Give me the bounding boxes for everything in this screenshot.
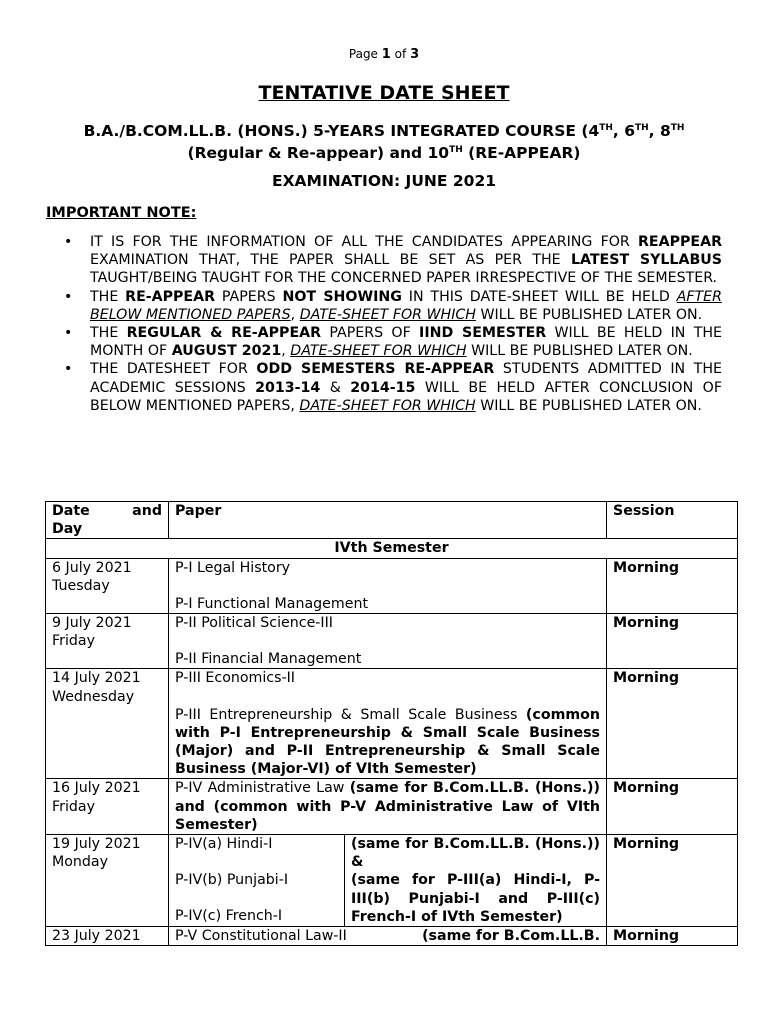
header-session: Session (607, 502, 738, 539)
semester-row (46, 539, 738, 558)
important-note-heading: IMPORTANT NOTE: (46, 205, 197, 221)
note-item: • THE REGULAR & RE-APPEAR PAPERS OF IIND SEMESTER WILL BE HELD IN THE MONTH OF AUGUST 2021, DATE-SHEET FOR WHICH WILL BE PUBLISHED LATER ON. (64, 325, 723, 360)
paper-cell (169, 835, 607, 927)
session-cell: Morning (607, 927, 738, 946)
paper-cell: P-I Legal History P-I Functional Management (169, 558, 607, 613)
examination-heading: EXAMINATION: JUNE 2021 (271, 172, 497, 190)
document-title: TENTATIVE DATE SHEET (258, 82, 510, 104)
table-row (46, 614, 738, 669)
table-row (46, 669, 738, 779)
date-cell: 16 July 2021 Friday (46, 779, 169, 835)
session-cell: Morning (607, 779, 738, 835)
options-column: P-IV(a) Hindi-I P-IV(b) Punjabi-I P-IV(c) French-I (169, 835, 345, 926)
date-cell: 9 July 2021 Friday (46, 614, 169, 669)
notes-list (46, 233, 722, 415)
header-date-day: Date and Day (46, 502, 169, 539)
note-item: • THE DATESHEET FOR ODD SEMESTERS RE-APPEAR STUDENTS ADMITTED IN THE ACADEMIC SESSIONS 2013-14 & 2014-15 WILL BE HELD AFTER CONCLUSION OF BELOW MENTIONED PAPERS, DATE-SHEET FOR WHICH WILL BE PUBLISHED LATER ON. (64, 361, 722, 414)
paper-cell: P-V Constitutional Law-II (same for B.Com.LL.B. (169, 927, 607, 946)
table-row (46, 927, 738, 946)
date-cell: 6 July 2021 Tuesday (46, 558, 169, 613)
table-header-row (46, 502, 738, 539)
course-heading: B.A./B.COM.LL.B. (HONS.) 5-YEARS INTEGRATED COURSE (4TH, 6TH, 8TH (Regular & Re-appear) and 10TH (RE-APPEAR) (83, 122, 685, 163)
date-cell: 23 July 2021 (46, 927, 169, 946)
paper-cell: P-III Economics-II P-III Entrepreneurship & Small Scale Business (common with P-I Entrepreneurship & Small Scale Business (Major) and P-II Entrepreneurship & Small Scale Business (Major-VI) of VIth Semester) (169, 669, 607, 779)
date-cell: 14 July 2021 Wednesday (46, 669, 169, 779)
date-cell: 19 July 2021 Monday (46, 835, 169, 927)
language-options (169, 835, 606, 926)
table-row (46, 779, 738, 835)
semester-label: IVth Semester (46, 539, 738, 558)
date-sheet-table (45, 501, 738, 946)
session-cell: Morning (607, 835, 738, 927)
paper-cell: P-IV Administrative Law (same for B.Com.LL.B. (Hons.)) and (common with P-V Administrative Law of VIth Semester) (169, 779, 607, 835)
note-item: • IT IS FOR THE INFORMATION OF ALL THE CANDIDATES APPEARING FOR REAPPEAR EXAMINATION THAT, THE PAPER SHALL BE SET AS PER THE LATEST SYLLABUS TAUGHT/BEING TAUGHT FOR THE CONCERNED PAPER IRRESPECTIVE OF THE SEMESTER. (64, 234, 722, 287)
paper-cell: P-II Political Science-III P-II Financial Management (169, 614, 607, 669)
session-cell: Morning (607, 669, 738, 779)
note-item: • THE RE-APPEAR PAPERS NOT SHOWING IN THIS DATE-SHEET WILL BE HELD AFTER BELOW MENTIONED PAPERS, DATE-SHEET FOR WHICH WILL BE PUBLISHED LATER ON. (64, 288, 722, 323)
header-paper: Paper (169, 502, 607, 539)
table-row (46, 558, 738, 613)
page-number: Page 1 of 3 (348, 47, 420, 62)
session-cell: Morning (607, 614, 738, 669)
session-cell: Morning (607, 558, 738, 613)
table-row (46, 835, 738, 927)
notes-column: (same for B.Com.LL.B. (Hons.)) & (same for P-III(a) Hindi-I, P-III(b) Punjabi-I and P-III(c) French-I of IVth Semester) (351, 836, 600, 925)
